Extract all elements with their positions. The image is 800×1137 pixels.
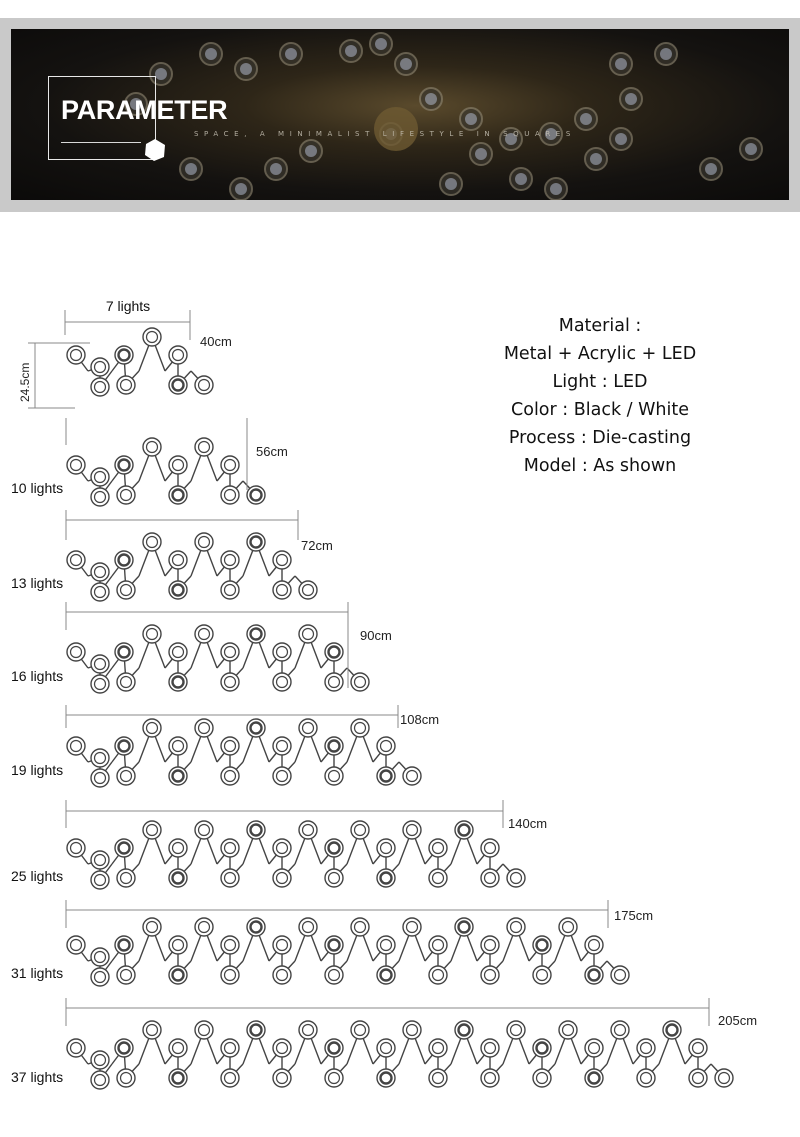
width-dimension: 90cm — [360, 628, 392, 643]
lamp-inner-ring — [225, 555, 236, 566]
lamp-inner-ring — [95, 362, 106, 373]
lamp-inner-ring — [589, 1073, 600, 1084]
lamp-inner-ring — [693, 1073, 704, 1084]
lamp-inner-ring — [173, 1073, 184, 1084]
lamp-inner-ring — [589, 940, 600, 951]
lamp-inner-ring — [485, 1073, 496, 1084]
lamp-inner-ring — [173, 843, 184, 854]
spec-light: Light : LED — [552, 372, 648, 392]
lamp-inner-ring — [71, 350, 82, 361]
lamp-inner-ring — [251, 1025, 262, 1036]
model-25-lights — [11, 800, 547, 889]
lamp-inner-ring — [407, 771, 418, 782]
model-label: 37 lights — [11, 1069, 64, 1085]
model-16-lights — [11, 602, 392, 693]
lamp-inner-ring — [537, 940, 548, 951]
lamp-inner-ring — [95, 679, 106, 690]
width-dimension: 108cm — [400, 712, 440, 727]
lamp-inner-ring — [121, 873, 132, 884]
model-label: 10 lights — [11, 480, 64, 496]
lamp-inner-ring — [381, 970, 392, 981]
model-31-lights — [11, 900, 653, 986]
lamp-inner-ring — [355, 922, 366, 933]
lamp-inner-ring — [329, 843, 340, 854]
lamp-inner-ring — [225, 970, 236, 981]
spec-material-value: Metal + Acrylic + LED — [503, 344, 697, 364]
lamp-inner-ring — [71, 460, 82, 471]
lamp-inner-ring — [381, 940, 392, 951]
model-13-lights — [11, 510, 333, 601]
lamp-inner-ring — [329, 1073, 340, 1084]
lamp-inner-ring — [173, 350, 184, 361]
lamp-inner-ring — [199, 922, 210, 933]
lamp-inner-ring — [147, 723, 158, 734]
spec-color: Color : Black / White — [511, 400, 689, 420]
lamp-inner-ring — [329, 940, 340, 951]
lamp-inner-ring — [225, 940, 236, 951]
lamp-inner-ring — [173, 741, 184, 752]
lamp-inner-ring — [95, 587, 106, 598]
lamp-inner-ring — [95, 972, 106, 983]
lamp-inner-ring — [485, 843, 496, 854]
lamp-inner-ring — [381, 771, 392, 782]
lamp-inner-ring — [225, 741, 236, 752]
lamp-inner-ring — [173, 647, 184, 658]
model-19-lights — [11, 705, 439, 787]
lamp-inner-ring — [329, 771, 340, 782]
lamp-inner-ring — [173, 677, 184, 688]
lamp-inner-ring — [147, 442, 158, 453]
lamp-inner-ring — [303, 922, 314, 933]
lamp-inner-ring — [641, 1073, 652, 1084]
lamp-inner-ring — [225, 1043, 236, 1054]
lamp-inner-ring — [173, 555, 184, 566]
lamp-inner-ring — [199, 825, 210, 836]
lamp-inner-ring — [199, 629, 210, 640]
lamp-inner-ring — [407, 922, 418, 933]
lamp-inner-ring — [251, 629, 262, 640]
banner-subtitle: SPACE, A MINIMALIST LIFESTYLE IN SQUARES — [194, 130, 576, 138]
lamp-inner-ring — [251, 537, 262, 548]
lamp-inner-ring — [459, 1025, 470, 1036]
lamp-inner-ring — [433, 843, 444, 854]
lamp-inner-ring — [225, 490, 236, 501]
lamp-inner-ring — [95, 1055, 106, 1066]
lamp-inner-ring — [407, 825, 418, 836]
lamp-inner-ring — [355, 677, 366, 688]
lamp-inner-ring — [277, 647, 288, 658]
lamp-inner-ring — [251, 825, 262, 836]
model-label: 13 lights — [11, 575, 64, 591]
lamp-inner-ring — [277, 677, 288, 688]
spec-material-heading: Material : — [558, 316, 642, 336]
lamp-inner-ring — [119, 843, 130, 854]
lamp-inner-ring — [225, 771, 236, 782]
lamp-inner-ring — [277, 873, 288, 884]
lamp-inner-ring — [407, 1025, 418, 1036]
spec-model: Model : As shown — [523, 456, 677, 476]
lamp-inner-ring — [563, 1025, 574, 1036]
width-dimension: 40cm — [200, 334, 232, 349]
lamp-inner-ring — [119, 940, 130, 951]
model-10-lights — [11, 418, 288, 506]
lamp-inner-ring — [173, 873, 184, 884]
lamp-inner-ring — [381, 741, 392, 752]
lamp-inner-ring — [95, 875, 106, 886]
lamp-inner-ring — [667, 1025, 678, 1036]
lamp-inner-ring — [329, 647, 340, 658]
lamp-inner-ring — [433, 970, 444, 981]
lamp-inner-ring — [277, 1073, 288, 1084]
lamp-inner-ring — [589, 1043, 600, 1054]
lamp-inner-ring — [95, 753, 106, 764]
lamp-inner-ring — [381, 1043, 392, 1054]
lamp-inner-ring — [225, 843, 236, 854]
lamp-inner-ring — [355, 1025, 366, 1036]
lamp-inner-ring — [329, 970, 340, 981]
lamp-inner-ring — [355, 825, 366, 836]
lamp-inner-ring — [173, 970, 184, 981]
lamp-inner-ring — [225, 647, 236, 658]
lamp-inner-ring — [121, 677, 132, 688]
lamp-inner-ring — [511, 1025, 522, 1036]
lamp-inner-ring — [381, 843, 392, 854]
lamp-inner-ring — [71, 555, 82, 566]
model-label: 25 lights — [11, 868, 64, 884]
lamp-inner-ring — [433, 1043, 444, 1054]
lamp-inner-ring — [511, 922, 522, 933]
lamp-inner-ring — [225, 1073, 236, 1084]
lamp-inner-ring — [615, 970, 626, 981]
lamp-inner-ring — [147, 1025, 158, 1036]
lamp-inner-ring — [95, 952, 106, 963]
model-label: 16 lights — [11, 668, 64, 684]
lamp-inner-ring — [173, 1043, 184, 1054]
lamp-inner-ring — [121, 970, 132, 981]
lamp-inner-ring — [719, 1073, 730, 1084]
lamp-inner-ring — [225, 585, 236, 596]
lamp-inner-ring — [71, 940, 82, 951]
lamp-inner-ring — [225, 873, 236, 884]
lamp-inner-ring — [277, 1043, 288, 1054]
lamp-inner-ring — [71, 647, 82, 658]
lamp-inner-ring — [303, 825, 314, 836]
lamp-inner-ring — [119, 460, 130, 471]
lamp-inner-ring — [329, 1043, 340, 1054]
lamp-inner-ring — [225, 460, 236, 471]
lamp-inner-ring — [147, 537, 158, 548]
lamp-inner-ring — [563, 922, 574, 933]
lamp-inner-ring — [433, 1073, 444, 1084]
lamp-inner-ring — [251, 490, 262, 501]
lamp-inner-ring — [95, 567, 106, 578]
lamp-inner-ring — [199, 537, 210, 548]
lamp-inner-ring — [199, 380, 210, 391]
lamp-inner-ring — [251, 723, 262, 734]
lamp-inner-ring — [641, 1043, 652, 1054]
lamp-inner-ring — [485, 940, 496, 951]
lamp-inner-ring — [433, 873, 444, 884]
lamp-inner-ring — [329, 741, 340, 752]
lamp-inner-ring — [119, 555, 130, 566]
lamp-inner-ring — [537, 1043, 548, 1054]
banner-title: PARAMETER — [61, 95, 228, 125]
lamp-inner-ring — [95, 492, 106, 503]
model-37-lights — [11, 998, 757, 1089]
lamp-inner-ring — [199, 442, 210, 453]
lamp-inner-ring — [95, 1075, 106, 1086]
lamp-inner-ring — [277, 555, 288, 566]
lamp-inner-ring — [119, 741, 130, 752]
lamp-inner-ring — [121, 1073, 132, 1084]
lamp-inner-ring — [95, 773, 106, 784]
lamp-inner-ring — [485, 970, 496, 981]
lamp-inner-ring — [381, 873, 392, 884]
width-dimension: 72cm — [301, 538, 333, 553]
lamp-inner-ring — [95, 855, 106, 866]
lamp-inner-ring — [537, 1073, 548, 1084]
lamp-inner-ring — [173, 585, 184, 596]
lamp-inner-ring — [147, 825, 158, 836]
lamp-inner-ring — [693, 1043, 704, 1054]
lamp-inner-ring — [303, 585, 314, 596]
width-dimension: 140cm — [508, 816, 548, 831]
lamp-inner-ring — [433, 940, 444, 951]
width-dimension: 56cm — [256, 444, 288, 459]
lamp-inner-ring — [71, 741, 82, 752]
lamp-inner-ring — [459, 922, 470, 933]
model-label: 31 lights — [11, 965, 64, 981]
lamp-inner-ring — [147, 629, 158, 640]
lamp-inner-ring — [95, 472, 106, 483]
lamp-inner-ring — [173, 771, 184, 782]
width-dimension: 175cm — [614, 908, 654, 923]
lamp-inner-ring — [173, 940, 184, 951]
lamp-inner-ring — [173, 490, 184, 501]
lamp-inner-ring — [329, 873, 340, 884]
lamp-inner-ring — [277, 843, 288, 854]
lamp-inner-ring — [355, 723, 366, 734]
model-7-lights — [18, 298, 232, 408]
lamp-inner-ring — [381, 1073, 392, 1084]
lamp-inner-ring — [147, 922, 158, 933]
lamp-inner-ring — [277, 771, 288, 782]
lamp-inner-ring — [485, 873, 496, 884]
lamp-inner-ring — [277, 940, 288, 951]
lamp-inner-ring — [225, 677, 236, 688]
lamp-inner-ring — [119, 1043, 130, 1054]
lamp-inner-ring — [537, 970, 548, 981]
lamp-inner-ring — [95, 659, 106, 670]
lamp-inner-ring — [459, 825, 470, 836]
lamp-inner-ring — [511, 873, 522, 884]
lamp-inner-ring — [95, 382, 106, 393]
lamp-inner-ring — [119, 350, 130, 361]
lamp-inner-ring — [485, 1043, 496, 1054]
lamp-inner-ring — [277, 585, 288, 596]
lamp-inner-ring — [615, 1025, 626, 1036]
lamp-inner-ring — [121, 771, 132, 782]
lamp-inner-ring — [71, 1043, 82, 1054]
lamp-inner-ring — [71, 843, 82, 854]
lamp-inner-ring — [251, 922, 262, 933]
height-dimension: 24.5cm — [18, 362, 32, 402]
lamp-inner-ring — [121, 585, 132, 596]
lamp-inner-ring — [199, 723, 210, 734]
width-dimension: 205cm — [718, 1013, 758, 1028]
lamp-inner-ring — [147, 332, 158, 343]
lamp-inner-ring — [121, 490, 132, 501]
lamp-inner-ring — [119, 647, 130, 658]
lamp-inner-ring — [329, 677, 340, 688]
lamp-inner-ring — [173, 380, 184, 391]
model-label: 19 lights — [11, 762, 64, 778]
lamp-inner-ring — [277, 741, 288, 752]
model-label: 7 lights — [105, 298, 151, 314]
lamp-inner-ring — [303, 723, 314, 734]
lamp-inner-ring — [173, 460, 184, 471]
lamp-inner-ring — [277, 970, 288, 981]
lamp-inner-ring — [121, 380, 132, 391]
lamp-inner-ring — [303, 629, 314, 640]
lamp-inner-ring — [589, 970, 600, 981]
lamp-inner-ring — [303, 1025, 314, 1036]
lamp-inner-ring — [199, 1025, 210, 1036]
spec-process: Process : Die-casting — [508, 428, 692, 448]
